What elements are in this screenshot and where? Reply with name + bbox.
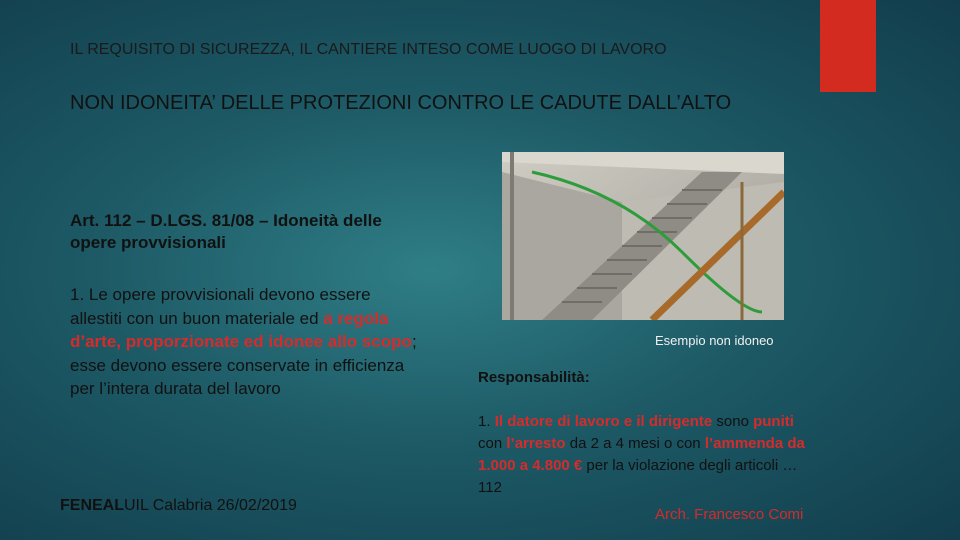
- resp-highlight-2: puniti: [753, 413, 794, 430]
- resp-text-3: con: [478, 435, 507, 452]
- resp-highlight-3: l’arresto: [506, 435, 566, 452]
- stairs-image: [502, 152, 784, 320]
- resp-highlight-4: l’ammenda da 1.000 a 4.800 €: [478, 435, 805, 474]
- author-name: Arch. Francesco Comi: [655, 506, 804, 523]
- responsibility-title: Responsabilità:: [478, 369, 590, 386]
- resp-text-4: da 2 a 4 mesi o con: [565, 435, 705, 452]
- article-text-2: ; esse devono essere conservate in efficienza per l’intera durata del lavoro: [70, 332, 417, 398]
- resp-highlight-1: Il datore di lavoro e il dirigente: [494, 413, 713, 430]
- resp-text-2: sono: [712, 413, 754, 430]
- article-title: Art. 112 – D.LGS. 81/08 – Idoneità delle opere provvisionali: [70, 211, 382, 252]
- accent-bar: [820, 0, 876, 92]
- construction-stairs-photo: [502, 152, 784, 320]
- footer-org-rest: UIL Calabria 26/02/2019: [124, 497, 297, 514]
- responsibility-body: [478, 411, 818, 499]
- resp-text-5: per la violazione degli articoli …112: [478, 457, 798, 496]
- footer-organization: [60, 497, 297, 515]
- slide-subtitle: NON IDONEITA’ DELLE PROTEZIONI CONTRO LE CADUTE DALL’ALTO: [70, 92, 732, 114]
- article-highlight: a regola d’arte, proporzionate ed idonee allo scopo: [70, 308, 412, 351]
- photo-caption: Esempio non idoneo: [655, 333, 774, 348]
- article-text-1: 1. Le opere provvisionali devono essere allestiti con un buon materiale ed: [70, 285, 371, 328]
- footer-org-bold: FENEAL: [60, 497, 124, 514]
- article-body: [70, 283, 420, 401]
- resp-text-1: 1.: [478, 413, 495, 430]
- slide-title: IL REQUISITO DI SICUREZZA, IL CANTIERE INTESO COME LUOGO DI LAVORO: [70, 41, 667, 58]
